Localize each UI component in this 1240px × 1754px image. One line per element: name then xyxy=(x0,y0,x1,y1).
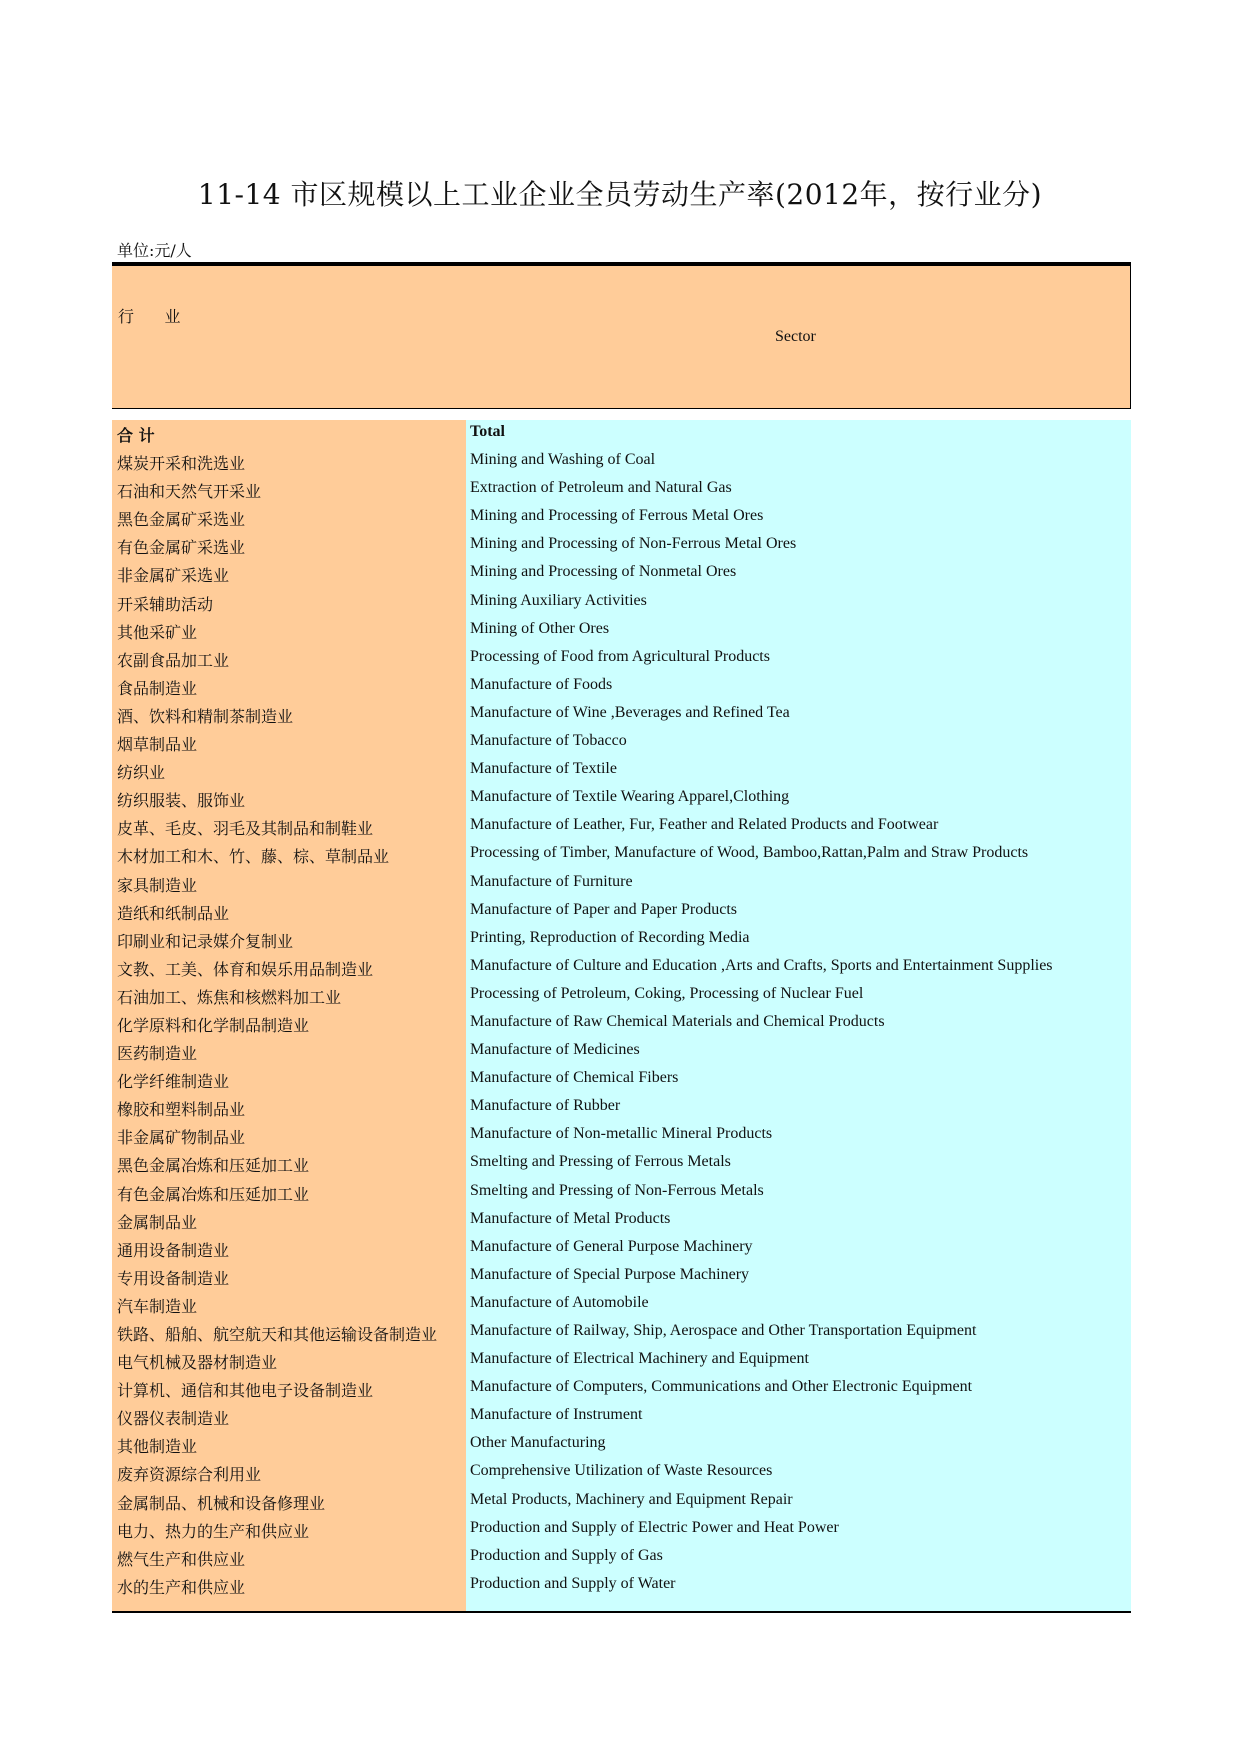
table-row xyxy=(112,757,1131,785)
sector-name-cn: 煤炭开采和洗选业 xyxy=(117,454,246,474)
sector-name-en: Manufacture of Medicines xyxy=(470,1041,640,1059)
sector-name-cn: 电气机械及器材制造业 xyxy=(117,1353,278,1373)
sector-name-en: Manufacture of Raw Chemical Materials and Chemical Products xyxy=(470,1012,885,1030)
sector-name-cn: 家具制造业 xyxy=(117,875,198,895)
sector-name-en: Mining and Processing of Ferrous Metal Ores xyxy=(470,507,764,525)
sector-name-cn: 化学纤维制造业 xyxy=(117,1072,230,1092)
sector-name-cn: 合 计 xyxy=(117,426,155,445)
sector-name-en: Manufacture of Tobacco xyxy=(470,732,627,750)
sector-name-cn: 水的生产和供应业 xyxy=(117,1577,246,1597)
table-row xyxy=(112,1010,1131,1038)
sector-name-en: Mining and Processing of Non-Ferrous Metal Ores xyxy=(470,535,797,553)
table-bottom-rule xyxy=(112,1611,1131,1613)
table-row xyxy=(112,1122,1131,1150)
sector-name-cn: 金属制品、机械和设备修理业 xyxy=(117,1493,326,1513)
sector-name-en: Mining Auxiliary Activities xyxy=(470,591,647,609)
sector-name-en: Extraction of Petroleum and Natural Gas xyxy=(470,479,732,497)
sector-name-en: Manufacture of Textile xyxy=(470,760,617,778)
table-row xyxy=(112,926,1131,954)
sector-name-cn: 烟草制品业 xyxy=(117,735,198,755)
table-row xyxy=(112,1403,1131,1431)
sector-name-cn: 医药制造业 xyxy=(117,1044,198,1064)
table-row xyxy=(112,1207,1131,1235)
table-row xyxy=(112,1488,1131,1516)
sector-name-cn: 有色金属冶炼和压延加工业 xyxy=(117,1184,310,1204)
table-row xyxy=(112,1431,1131,1459)
sector-name-en: Manufacture of Metal Products xyxy=(470,1209,671,1227)
table-header xyxy=(112,262,1131,409)
sector-name-cn: 通用设备制造业 xyxy=(117,1240,230,1260)
table-row xyxy=(112,1544,1131,1572)
sector-name-en: Manufacture of Wine ,Beverages and Refined Tea xyxy=(470,703,790,721)
table-row xyxy=(112,476,1131,504)
table-row xyxy=(112,560,1131,588)
sector-name-en: Mining of Other Ores xyxy=(470,619,610,637)
sector-name-en: Manufacture of Chemical Fibers xyxy=(470,1069,679,1087)
sector-name-en: Production and Supply of Water xyxy=(470,1574,676,1592)
sector-name-en: Manufacture of Foods xyxy=(470,675,613,693)
sector-name-cn: 非金属矿物制品业 xyxy=(117,1128,246,1148)
table-row xyxy=(112,645,1131,673)
table-row xyxy=(112,1347,1131,1375)
sector-name-en: Production and Supply of Gas xyxy=(470,1546,663,1564)
sector-name-cn: 食品制造业 xyxy=(117,678,198,698)
table-row xyxy=(112,870,1131,898)
sector-name-cn: 废弃资源综合利用业 xyxy=(117,1465,262,1485)
sector-name-en: Manufacture of General Purpose Machinery xyxy=(470,1237,753,1255)
sector-name-en: Manufacture of Culture and Education ,Arts and Crafts, Sports and Entertainment Supplies xyxy=(470,956,1053,974)
sector-name-cn: 黑色金属矿采选业 xyxy=(117,510,246,530)
sector-name-en: Manufacture of Rubber xyxy=(470,1097,621,1115)
header-sector-en: Sector xyxy=(775,328,816,345)
sector-name-cn: 汽车制造业 xyxy=(117,1296,198,1316)
table-row xyxy=(112,729,1131,757)
sector-name-en: Processing of Food from Agricultural Products xyxy=(470,647,770,665)
sector-name-en: Mining and Processing of Nonmetal Ores xyxy=(470,563,737,581)
sector-name-cn: 农副食品加工业 xyxy=(117,650,230,670)
sector-name-cn: 酒、饮料和精制茶制造业 xyxy=(117,706,294,726)
sector-name-cn: 其他制造业 xyxy=(117,1437,198,1457)
sector-name-en: Manufacture of Computers, Communications and Other Electronic Equipment xyxy=(470,1378,973,1396)
sector-name-en: Manufacture of Instrument xyxy=(470,1406,643,1424)
sector-name-en: Manufacture of Furniture xyxy=(470,872,633,890)
table-row xyxy=(112,841,1131,869)
table-row xyxy=(112,1375,1131,1403)
sector-name-en: Other Manufacturing xyxy=(470,1434,606,1452)
table-row xyxy=(112,504,1131,532)
table-body xyxy=(112,420,1131,1600)
table-row xyxy=(112,1066,1131,1094)
sector-name-en: Mining and Washing of Coal xyxy=(470,451,656,469)
sector-name-cn: 燃气生产和供应业 xyxy=(117,1549,246,1569)
sector-name-en: Manufacture of Railway, Ship, Aerospace and Other Transportation Equipment xyxy=(470,1322,977,1339)
table-row xyxy=(112,1150,1131,1178)
sector-name-en: Smelting and Pressing of Non-Ferrous Metals xyxy=(470,1181,764,1199)
table-row xyxy=(112,898,1131,926)
table-row xyxy=(112,589,1131,617)
table-row xyxy=(112,954,1131,982)
table-row xyxy=(112,673,1131,701)
sector-name-en: Manufacture of Electrical Machinery and Equipment xyxy=(470,1350,809,1368)
header-sector-cn: 行 业 xyxy=(118,307,181,326)
sector-name-cn: 石油加工、炼焦和核燃料加工业 xyxy=(117,987,342,1007)
table-row xyxy=(112,813,1131,841)
sector-name-cn: 专用设备制造业 xyxy=(117,1268,230,1288)
sector-name-en: Manufacture of Paper and Paper Products xyxy=(470,900,738,918)
table-row xyxy=(112,1263,1131,1291)
sector-name-en: Manufacture of Automobile xyxy=(470,1293,649,1311)
sector-name-cn: 造纸和纸制品业 xyxy=(117,903,230,923)
table-row xyxy=(112,1235,1131,1263)
sector-name-en: Comprehensive Utilization of Waste Resources xyxy=(470,1462,773,1480)
page-title: 11-14 市区规模以上工业企业全员劳动生产率(2012年，按行业分) xyxy=(197,178,1043,211)
sector-name-en: Manufacture of Special Purpose Machinery xyxy=(470,1265,750,1283)
table-row xyxy=(112,1179,1131,1207)
table-row xyxy=(112,982,1131,1010)
sector-name-cn: 木材加工和木、竹、藤、棕、草制品业 xyxy=(117,847,390,867)
sector-name-cn: 电力、热力的生产和供应业 xyxy=(117,1521,310,1541)
sector-name-en: Printing, Reproduction of Recording Media xyxy=(470,928,750,946)
sector-name-cn: 纺织业 xyxy=(117,763,166,783)
sector-name-cn: 印刷业和记录媒介复制业 xyxy=(117,931,294,951)
table-row xyxy=(112,617,1131,645)
sector-name-en: Processing of Timber, Manufacture of Wood, Bamboo,Rattan,Palm and Straw Products xyxy=(470,844,1029,862)
table-row xyxy=(112,701,1131,729)
sector-name-en: Manufacture of Leather, Fur, Feather and Related Products and Footwear xyxy=(470,816,939,834)
sector-name-cn: 计算机、通信和其他电子设备制造业 xyxy=(117,1381,374,1401)
sector-name-cn: 非金属矿采选业 xyxy=(117,566,230,586)
table-row xyxy=(112,1319,1131,1347)
total-row xyxy=(112,420,1131,448)
sector-name-cn: 文教、工美、体育和娱乐用品制造业 xyxy=(117,959,374,979)
sector-name-en: Metal Products, Machinery and Equipment Repair xyxy=(470,1490,793,1508)
table-row xyxy=(112,1516,1131,1544)
sector-name-cn: 石油和天然气开采业 xyxy=(117,482,262,502)
sector-name-en: Processing of Petroleum, Coking, Processing of Nuclear Fuel xyxy=(470,984,864,1002)
sector-name-en: Total xyxy=(470,423,505,440)
table-row xyxy=(112,532,1131,560)
table-row xyxy=(112,1291,1131,1319)
table-row xyxy=(112,1038,1131,1066)
table-row xyxy=(112,1572,1131,1600)
sector-name-cn: 其他采矿业 xyxy=(117,622,198,642)
table-row xyxy=(112,448,1131,476)
table-row xyxy=(112,1459,1131,1487)
sector-name-cn: 有色金属矿采选业 xyxy=(117,538,246,558)
sector-name-cn: 纺织服装、服饰业 xyxy=(117,791,246,811)
table-row xyxy=(112,1094,1131,1122)
sector-name-cn: 开采辅助活动 xyxy=(117,594,214,614)
sector-name-en: Smelting and Pressing of Ferrous Metals xyxy=(470,1153,731,1171)
sector-name-cn: 皮革、毛皮、羽毛及其制品和制鞋业 xyxy=(117,819,374,839)
sector-name-cn: 仪器仪表制造业 xyxy=(117,1409,230,1429)
sector-name-en: Manufacture of Non-metallic Mineral Products xyxy=(470,1125,773,1143)
sector-name-en: Manufacture of Textile Wearing Apparel,Clothing xyxy=(470,788,790,806)
sector-name-cn: 黑色金属冶炼和压延加工业 xyxy=(117,1156,310,1176)
unit-label: 单位:元/人 xyxy=(117,241,192,260)
sector-name-en: Production and Supply of Electric Power and Heat Power xyxy=(470,1518,839,1536)
sector-name-cn: 橡胶和塑料制品业 xyxy=(117,1100,246,1120)
sector-name-cn: 金属制品业 xyxy=(117,1212,198,1232)
sector-name-cn: 化学原料和化学制品制造业 xyxy=(117,1015,310,1035)
sector-name-cn: 铁路、船舶、航空航天和其他运输设备制造业 xyxy=(117,1325,438,1344)
table-row xyxy=(112,785,1131,813)
